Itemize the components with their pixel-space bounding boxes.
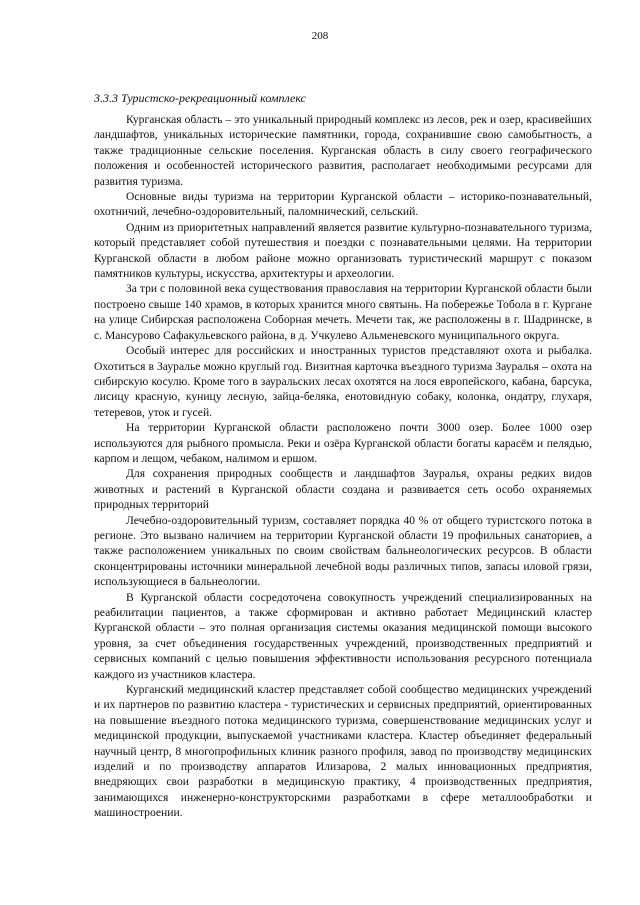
page-number: 208 [311, 30, 329, 42]
paragraph-protected-areas: Для сохранения природных сообществ и ландшафтов Зауралья, охраны редких видов животных и растений в Курганской области создана и развивается сеть особо охраняемых природных территорий [94, 467, 592, 512]
paragraph-cluster-members: Курганский медицинский кластер представляет собой сообщество медицинских учреждений и их партнеров по развитию кластера - туристических и сервисных предприятий, ориентированных на повышение въездного потока медицинского туризма, совершенствование медицинских услуг и медицинской продукции, выпускаемой участниками кластера. Кластер объединяет федеральный научный центр, 8 многопрофильных клиник разного профиля, завод по производству медицинских изделий и по производству аппаратов Илизарова, 2 малых инновационных предприятия, внедряющих свои разработки в медицинскую практику, 4 производственных предприятия, занимающихся инженерно-конструкторскими разработками в сфере металлообработки и машиностроении. [94, 683, 592, 820]
paragraph-medical-cluster: В Курганской области сосредоточена совокупность учреждений специализированных на реабилитации пациентов, а также сформирован и активно работает Медицинский кластер Курганской области – это полная организация системы оказания медицинской помощи высокого уровня, за счет объединения государственных учреждений, производственных предприятий и сервисных компаний с целью повышения эффективности использования ресурсного потенциала каждого из участников кластера. [94, 590, 592, 681]
paragraph-religious-sites: За три с половиной века существования православия на территории Курганской области были построено свыше 140 храмов, в которых хранится много святынь. На побережье Тобола в г. Кургане на улице Сибирская расположена Соборная мечеть. Мечети так, же расположены в г. Шадринске, в с. Мансурово Сафакульевского района, в д. Учкулево Альменевского муниципального округа. [94, 282, 592, 342]
paragraph-health-tourism: Лечебно-оздоровительный туризм, составляет порядка 40 % от общего туристского потока в регионе. Это вызвано наличием на территории Курганской области 19 профильных санаториев, а также расположением уникальных по своим свойствам бальнеологических ресурсов. В области сконцентрированы источники минеральной лечебной воды различных типов, запасы иловой грязи, использующиеся в бальнеологии. [94, 513, 592, 589]
paragraph-hunting: Особый интерес для российских и иностранных туристов представляют охота и рыбалка. Охотиться в Зауралье можно круглый год. Визитная карточка въездного туризма Зауралья – охота на сибирскую косулю. Кроме того в зауральских лесах охотятся на лося европейского, кабана, барсука, лисицу красную, куницу лесную, зайца-беляка, енотовидную собаку, колонка, ондатру, глухаря, тетеревов, уток и гусей. [94, 344, 592, 419]
paragraph-cultural-tourism: Одним из приоритетных направлений является развитие культурно-познавательного туризма, который представляет собой путешествия и поездки с познавательными целями. На территории Курганской области в любом районе можно организовать туристический маршрут с показом памятников культуры, искусства, архитектуры и археологии. [94, 220, 592, 281]
paragraph-intro: Курганская область – это уникальный природный комплекс из лесов, рек и озер, красивейших ландшафтов, уникальных исторические памятники, города, сохранившие свою самобытность, а также традиционные сельские поселения. Курганская область в силу своего географического положения и особенностей исторического развития, располагает необходимыми ресурсами для развития туризма. [94, 113, 592, 188]
paragraph-lakes: На территории Курганской области расположено почти 3000 озер. Более 1000 озер используются для рыбного промысла. Реки и озёра Курганской области богаты карасём и пелядью, карпом и лещом, чебаком, налимом и ершом. [94, 421, 592, 465]
paragraph-tourism-types: Основные виды туризма на территории Курганской области – историко-познавательный, охотничий, лечебно-оздоровительный, паломнический, сельский. [94, 190, 592, 219]
section-title: 3.3.3 Туристско-рекреационный комплекс [94, 91, 306, 105]
document-body [94, 112, 592, 821]
